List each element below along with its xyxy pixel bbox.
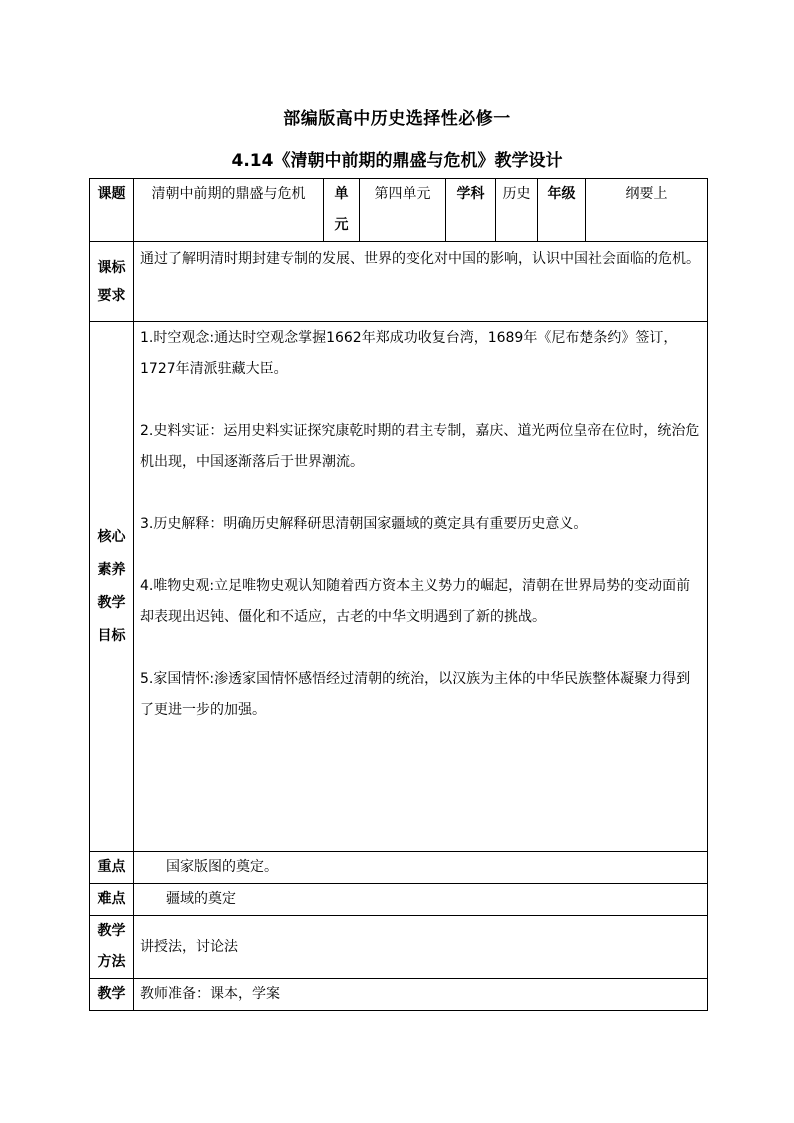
subject-label: 学科 — [446, 179, 496, 242]
table-row — [90, 884, 708, 916]
unit-label: 单元 — [324, 179, 360, 242]
objective-item: 4.唯物史观:立足唯物史观认知随着西方资本主义势力的崛起，清朝在世界局势的变动面前却表现出迟钝、僵化和不适应，古老的中华文明遇到了新的挑战。 — [140, 578, 691, 625]
objective-item: 3.历史解释：明确历史解释研思清朝国家疆域的奠定具有重要历史意义。 — [140, 516, 588, 532]
unit-value: 第四单元 — [360, 179, 446, 242]
document-title: 部编版高中历史选择性必修一 — [283, 109, 511, 129]
subject-value: 历史 — [496, 179, 538, 242]
objective-item: 2.史料实证：运用史料实证探究康乾时期的君主专制，嘉庆、道光两位皇帝在位时，统治危机出现，中国逐渐落后于世界潮流。 — [140, 423, 700, 470]
grade-value: 纲要上 — [586, 179, 708, 242]
objective-item: 5.家国情怀:渗透家国情怀感悟经过清朝的统治，以汉族为主体的中华民族整体凝聚力得到了更进一步的加强。 — [140, 671, 691, 718]
table-row — [90, 852, 708, 884]
table-row — [90, 979, 708, 1011]
standard-label: 课标要求 — [90, 242, 134, 322]
document-subtitle: 4.14《清朝中前期的鼎盛与危机》教学设计 — [231, 151, 563, 171]
topic-value: 清朝中前期的鼎盛与危机 — [134, 179, 324, 242]
grade-label: 年级 — [538, 179, 586, 242]
method-text: 讲授法，讨论法 — [134, 916, 708, 979]
objective-item: 1.时空观念:通达时空观念掌握1662年郑成功收复台湾，1689年《尼布楚条约》签订，1727年清派驻藏大臣。 — [140, 330, 678, 377]
method-label: 教学方法 — [90, 916, 134, 979]
prep-text: 教师准备：课本，学案 — [134, 979, 708, 1011]
table-row — [90, 179, 708, 242]
core-label: 核心素养教学目标 — [90, 322, 134, 852]
key-label: 重点 — [90, 852, 134, 884]
difficult-text: 疆域的奠定 — [134, 884, 708, 916]
standard-text: 通过了解明清时期封建专制的发展、世界的变化对中国的影响，认识中国社会面临的危机。 — [134, 242, 708, 322]
core-objectives — [134, 322, 708, 852]
table-row — [90, 916, 708, 979]
topic-label: 课题 — [90, 179, 134, 242]
lesson-plan-table — [89, 178, 708, 1011]
table-row — [90, 242, 708, 322]
prep-label: 教学 — [90, 979, 134, 1011]
key-text: 国家版图的奠定。 — [134, 852, 708, 884]
difficult-label: 难点 — [90, 884, 134, 916]
table-row — [90, 322, 708, 852]
